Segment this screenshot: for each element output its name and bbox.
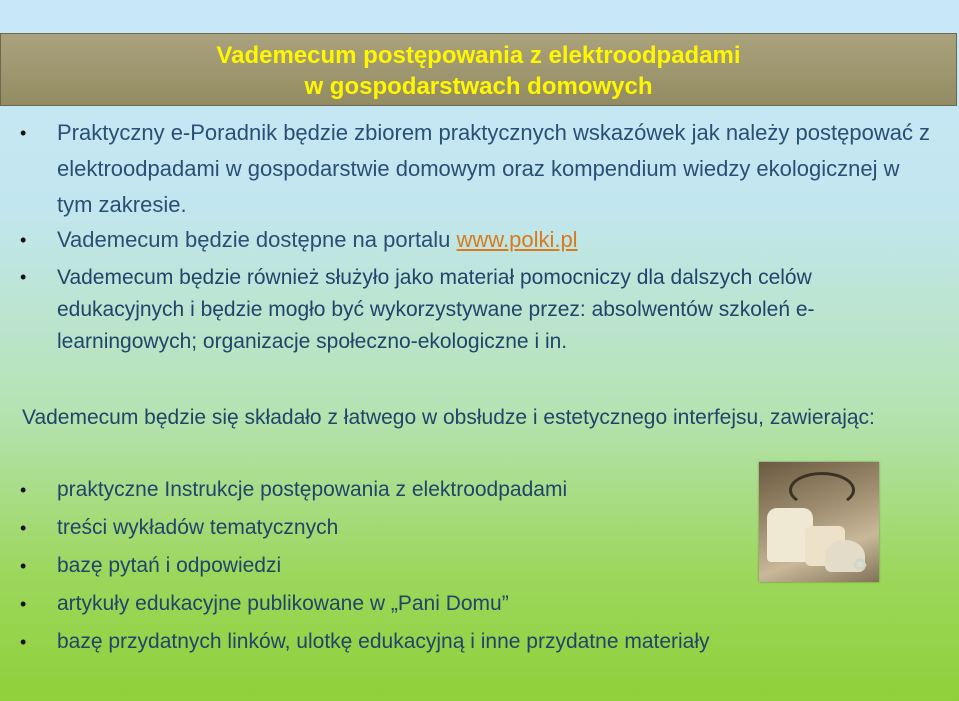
bullet-text-poradnik: Praktyczny e-Poradnik będzie zbiorem praktycznych wskazówek jak należy postępować z elektroodpadami w gospodarstwie domowym oraz kompendium wiedzy ekologicznej w tym zakresie.: [57, 120, 931, 217]
bullet-icon: •: [20, 123, 27, 143]
cord-shape: [789, 472, 855, 508]
intro-paragraph: Vademecum będzie się składało z łatwego w obsłudze i estetycznego interfejsu, zawierając:: [22, 406, 875, 429]
slide-title-line-1: Vademecum postępowania z elektroodpadami: [216, 42, 741, 69]
bullet-text-portal-prefix: Vademecum będzie dostępne na portalu: [57, 227, 457, 252]
list-item: praktyczne Instrukcje postępowania z elektroodpadami: [57, 478, 568, 501]
list-item: artykuły edukacyjne publikowane w „Pani Domu”: [57, 592, 509, 615]
portal-link[interactable]: www.polki.pl: [456, 227, 578, 252]
list-item: bazę pytań i odpowiedzi: [57, 554, 282, 577]
bullet-text-portal: [57, 222, 937, 258]
bullet-icon: •: [20, 267, 27, 287]
list-item: bazę przydatnych linków, ulotkę edukacyjną i inne przydatne materiały: [57, 630, 710, 653]
bullet-icon: •: [20, 556, 27, 576]
bullet-icon: •: [20, 632, 27, 652]
bullet-icon: •: [20, 594, 27, 614]
slide-title-box: [0, 33, 957, 106]
recycle-icon: ♻: [851, 555, 869, 575]
appliances-photo: [759, 462, 879, 582]
list-item: treści wykładów tematycznych: [57, 516, 339, 539]
bullet-icon: •: [20, 518, 27, 538]
bullet-text-uses: Vademecum będzie również służyło jako materiał pomocniczy dla dalszych celów edukacyjnych i będzie mogło być wykorzystywane przez: absolwentów szkoleń e-learningowych; organizacje społeczno-ekologiczne i in.: [57, 266, 815, 353]
slide-title-line-2: w gospodarstwach domowych: [304, 73, 653, 100]
bullet-icon: •: [20, 480, 27, 500]
bullet-icon: •: [20, 230, 27, 250]
